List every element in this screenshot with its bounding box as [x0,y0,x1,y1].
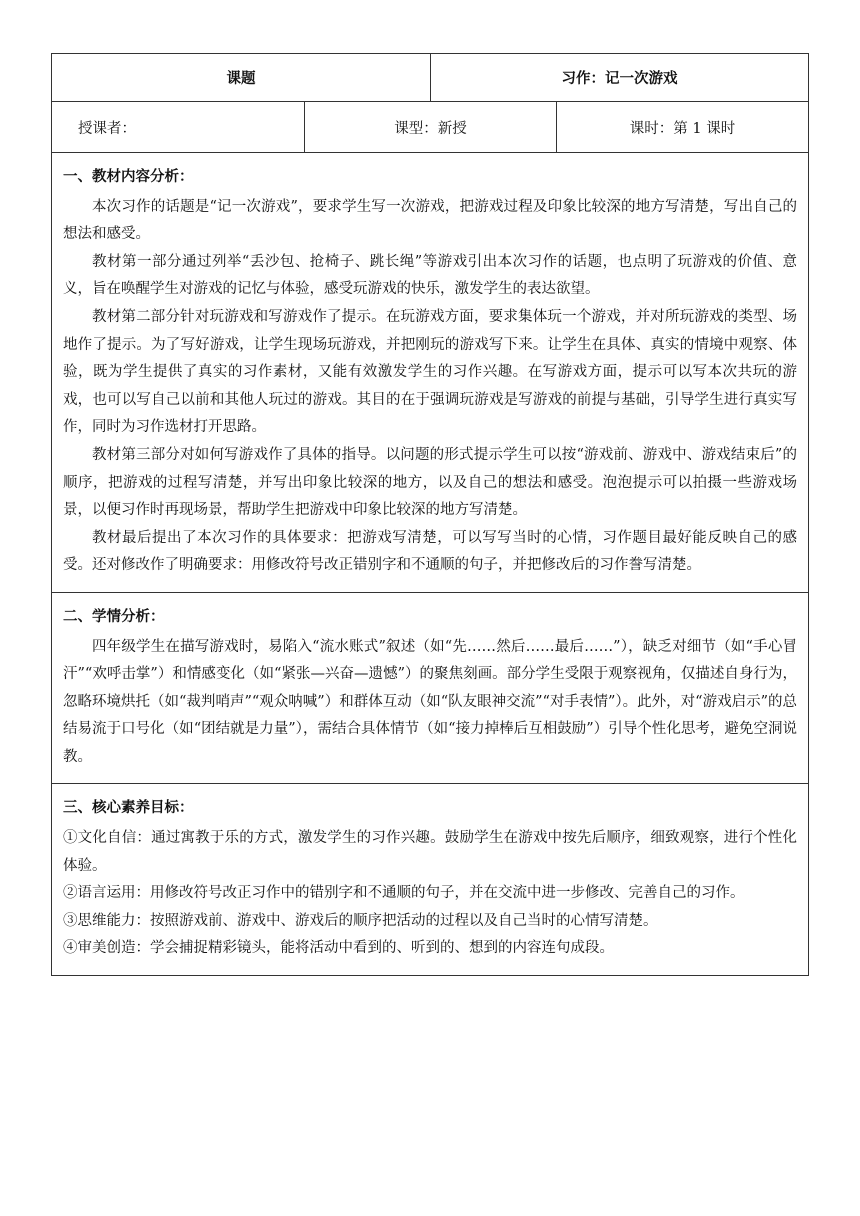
lesson-type-cell: 课型：新授 [305,102,557,153]
paragraph: 教材最后提出了本次习作的具体要求：把游戏写清楚，可以写写当时的心情，习作题目最好能反映自己的感受。还对修改作了明确要求：用修改符号改正错别字和不通顺的句子，并把修改后的习作誊写清楚。 [63,529,797,574]
topic-label: 课题 [52,54,431,102]
goals-row [52,784,809,976]
paragraph: 教材第二部分针对玩游戏和写游戏作了提示。在玩游戏方面，要求集体玩一个游戏，并对所玩游戏的类型、场地作了提示。为了写好游戏，让学生现场玩游戏，并把刚玩的游戏写下来。让学生在具体、真实的情境中观察、体验，既为学生提供了真实的习作素材，又能有效激发学生的习作兴趣。在写游戏方面，提示可以写本次共玩的游戏，也可以写自己以前和其他人玩过的游戏。其目的在于强调玩游戏是写游戏的前提与基础，引导学生进行真实写作，同时为习作选材打开思路。 [63,308,797,436]
paragraph: 本次习作的话题是“记一次游戏”，要求学生写一次游戏，把游戏过程及印象比较深的地方写清楚，写出自己的想法和感受。 [63,198,797,243]
analysis-row [52,153,809,593]
lesson-plan-table [51,53,809,976]
paragraph: 教材第三部分对如何写游戏作了具体的指导。以问题的形式提示学生可以按“游戏前、游戏中、游戏结束后”的顺序，把游戏的过程写清楚，并写出印象比较深的地方，以及自己的想法和感受。泡泡提示可以拍摄一些游戏场景，以便习作时再现场景，帮助学生把游戏中印象比较深的地方写清楚。 [63,446,797,519]
paragraph: 四年级学生在描写游戏时，易陷入“流水账式”叙述（如“先……然后……最后……”），缺乏对细节（如“手心冒汗”“欢呼击掌”）和情感变化（如“紧张—兴奋—遗憾”）的聚焦刻画。部分学生受限于观察视角，仅描述自身行为，忽略环境烘托（如“裁判哨声”“观众呐喊”）和群体互动（如“队友眼神交流”“对手表情”）。此外，对“游戏启示”的总结易流于口号化（如“团结就是力量”），需结合具体情节（如“接力掉棒后互相鼓励”）引导个性化思考，避免空洞说教。 [63,638,797,765]
learning-row [52,592,809,784]
header-row [52,54,809,102]
goal-item: ①文化自信：通过寓教于乐的方式，激发学生的习作兴趣。鼓励学生在游戏中按先后顺序，细致观察，进行个性化体验。 [63,830,797,874]
section-title: 三、核心素养目标： [63,799,194,817]
learner-analysis-section [52,592,809,784]
core-goals-section [52,784,809,976]
lecturer-cell: 授课者： [52,102,305,153]
meta-row [52,102,809,153]
goal-item: ③思维能力：按照游戏前、游戏中、游戏后的顺序把活动的过程以及自己当时的心情写清楚。 [63,912,658,929]
paragraph: 教材第一部分通过列举“丢沙包、抢椅子、跳长绳”等游戏引出本次习作的话题，也点明了玩游戏的价值、意义，旨在唤醒学生对游戏的记忆与体验，感受玩游戏的快乐，激发学生的表达欲望。 [63,253,797,298]
goal-item: ④审美创造：学会捕捉精彩镜头，能将活动中看到的、听到的、想到的内容连句成段。 [63,940,614,957]
topic-title: 习作：记一次游戏 [431,54,809,102]
section-title: 二、学情分析： [63,607,165,625]
textbook-analysis-section [52,153,809,593]
lesson-period-cell: 课时：第 1 课时 [557,102,809,153]
goal-item: ②语言运用：用修改符号改正习作中的错别字和不通顺的句子，并在交流中进一步修改、完善自己的习作。 [63,885,745,902]
section-title: 一、教材内容分析： [63,168,194,185]
